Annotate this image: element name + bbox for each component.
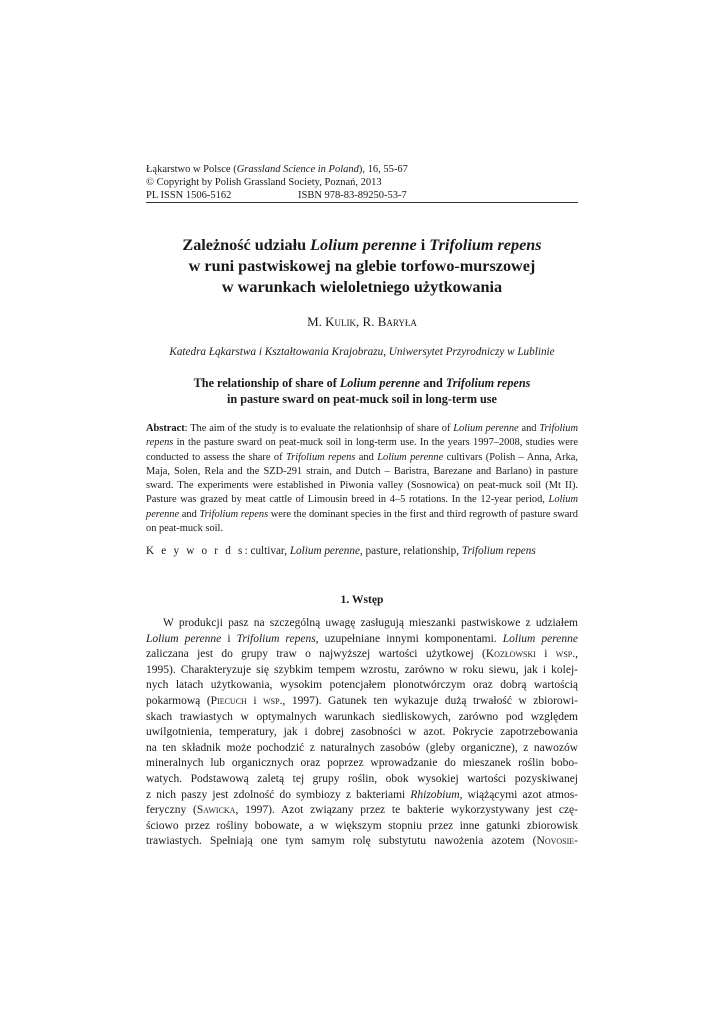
copyright-line: © Copyright by Polish Grassland Society, Poznań, 2013	[146, 177, 382, 188]
abstract: Abstract: The aim of the study is to evaluate the relationhsip of share of Lolium perenne and Trifolium repens in the pasture sward on peat-muck soil in long-term use. In the years 1997–2008, studies were conducted to assess the share of Trifolium repens and Lolium perenne cultivars (Polish – Anna, Arka, Maja, Solen, Rela and the SZD-291 strain, and Dutch – Baristra, Barezane and Barlano) in pasture sward. The experiments were established in Piwonia valley (Sosnowica) on peat-muck soil (Mt II). Pasture was grazed by meat cattle of Limousin breed in 4–5 rotations. In the 12-year period, Lolium perenne and Trifolium repens were the dominant species in the first and third regrowth of pasture sward on peat-muck soil.	[146, 423, 579, 535]
body-line: watych. Podstawową zaletą tej grupy roślin, obok wysokiej wartości pozyskiwanej	[146, 772, 578, 785]
body-line: ściowo przez rośliny bobowate, a w większym stopniu przez inne gatunki zbiorowisk	[146, 819, 578, 832]
journal-citation: Łąkarstwo w Polsce (Grassland Science in Poland), 16, 55-67	[146, 164, 408, 175]
body-line: 1995). Charakteryzuje się szybkim tempem wzrostu, zarówno w roku siewu, jak i kolej-	[146, 663, 578, 676]
body-line: uwilgotnienia, temperatury, jak i dobrej zasobności w azot. Pokrycie zapotrzebowania	[146, 726, 578, 739]
body-line: trawiastych. Spełniają one tym samym rolę substytutu nawożenia azotem (Novosie-	[146, 835, 578, 848]
body-line: zaliczana jest do grupy traw o najwyższej wartości użytkowej (Kozłowski i wsp.,	[146, 648, 578, 661]
affiliation: Katedra Łąkarstwa i Kształtowania Krajobrazu, Uniwersytet Przyrodniczy w Lublinie	[169, 346, 555, 358]
body-line: pokarmową (Piecuch i wsp., 1997). Gatunek ten wykazuje dużą trwałość w zbiorowi-	[146, 694, 578, 707]
isbn: ISBN 978-83-89250-53-7	[298, 190, 407, 201]
body-line: mineralnych lub organicznych oraz poprzez wprowadzanie do mieszanek roślin bobo-	[146, 757, 578, 770]
issn: PL ISSN 1506-5162	[146, 190, 232, 201]
body-text	[146, 616, 578, 850]
abstract-label: Abstract	[146, 423, 185, 434]
english-title: The relationship of share of Lolium perenne and Trifolium repens in pasture sward on peat-muck soil in long-term use	[193, 376, 531, 406]
body-line: z nich paszy jest zdolność do symbiozy z bakteriami Rhizobium, wiążącymi azot atmos-	[146, 788, 579, 801]
issn-isbn-line	[146, 189, 578, 202]
body-line: W produkcji pasz na szczególną uwagę zasługują mieszanki pastwiskowe z udziałem	[163, 617, 578, 629]
keywords-label: K e y w o r d s	[146, 545, 245, 557]
body-line: feryczny (Sawicka, 1997). Azot związany przez te bakterie wykorzystywany jest czę-	[146, 804, 578, 817]
body-line: Lolium perenne i Trifolium repens, uzupełniane innymi komponentami. Lolium perenne	[146, 632, 579, 645]
keywords: K e y w o r d s: cultivar, Lolium perenne, pasture, relationship, Trifolium repens	[146, 545, 536, 557]
body-line: na ten składnik może pochodzić z naturalnych zasobów (gleby organiczne), z nawozów	[146, 741, 578, 754]
paper-title: Zależność udziału Lolium perenne i Trifolium repens w runi pastwiskowej na glebie torfowo-murszowej w warunkach wieloletniego użytkowania	[182, 236, 542, 296]
section-heading: 1. Wstęp	[340, 593, 384, 606]
body-line: skach trawiastych w optymalnych warunkach siedliskowych, zarówno pod względem	[146, 710, 578, 723]
authors: M. Kulik, R. Baryła	[307, 314, 417, 329]
journal-header	[146, 163, 578, 202]
header-rule	[146, 202, 578, 203]
body-line: nych latach użytkowania, wysokim potencjałem plonotwórczym oraz dobrą wartością	[146, 679, 578, 692]
